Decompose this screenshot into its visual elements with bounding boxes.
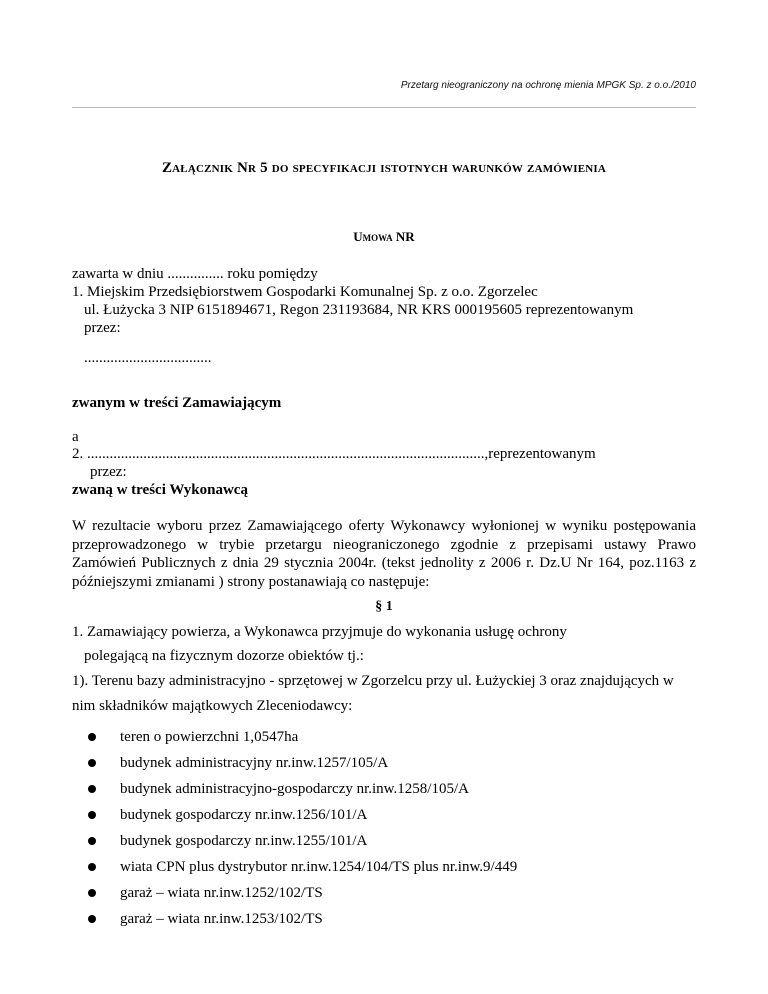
party1-name: 1. Miejskim Przedsiębiorstwem Gospodarki Komunalnej Sp. z o.o. Zgorzelec bbox=[72, 284, 538, 300]
bullet-icon bbox=[88, 733, 96, 741]
party2-represented-by: przez: bbox=[90, 464, 127, 480]
list-item: garaż – wiata nr.inw.1253/102/TS bbox=[84, 910, 517, 936]
bullet-icon bbox=[88, 863, 96, 871]
bullet-icon bbox=[88, 759, 96, 767]
subpoint1-line1: 1). Terenu bazy administracyjno - sprzętowej w Zgorzelcu przy ul. Łużyckiej 3 oraz znajdujących w bbox=[72, 673, 674, 689]
party2-line: 2. ..........................................................................................................,reprezentowanym bbox=[72, 446, 596, 462]
subpoint1-line2: nim składników majątkowych Zleceniodawcy: bbox=[72, 698, 353, 714]
bullet-icon bbox=[88, 785, 96, 793]
bullet-icon bbox=[88, 811, 96, 819]
list-item: budynek gospodarczy nr.inw.1255/101/A bbox=[84, 832, 517, 858]
party1-represented-by: przez: bbox=[84, 320, 121, 336]
party1-address: ul. Łużycka 3 NIP 6151894671, Regon 231193684, NR KRS 000195605 reprezentowanym bbox=[84, 302, 634, 318]
list-item: budynek administracyjno-gospodarczy nr.inw.1258/105/A bbox=[84, 780, 517, 806]
bullet-icon bbox=[88, 915, 96, 923]
list-item: budynek administracyjny nr.inw.1257/105/A bbox=[84, 754, 517, 780]
asset-list bbox=[84, 728, 517, 936]
bullet-icon bbox=[88, 837, 96, 845]
intro-paragraph: W rezultacie wyboru przez Zamawiającego oferty Wykonawcy wyłonionej w wyniku postępowania przeprowadzonego w trybie przetargu nieograniczonego zgodnie z przepisami ustawy Prawo Zamówień Publicznych z dnia 29 stycznia 2004r. (tekst jednolity z 2006 r. Dz.U Nr 164, poz.1163 z późniejszymi zmianami ) strony postanawiają co następuje: bbox=[72, 518, 696, 590]
bullet-icon bbox=[88, 889, 96, 897]
contractor-label: zwaną w treści Wykonawcą bbox=[72, 482, 248, 498]
list-item: wiata CPN plus dystrybutor nr.inw.1254/104/TS plus nr.inw.9/449 bbox=[84, 858, 517, 884]
list-item: budynek gospodarczy nr.inw.1256/101/A bbox=[84, 806, 517, 832]
list-item: garaż – wiata nr.inw.1252/102/TS bbox=[84, 884, 517, 910]
contract-title: Umowa NR bbox=[353, 229, 415, 244]
concluded-line: zawarta w dniu ............... roku pomiędzy bbox=[72, 266, 318, 282]
party1-representative-blank: .................................. bbox=[84, 350, 212, 366]
page-header: Przetarg nieograniczony na ochronę mienia MPGK Sp. z o.o./2010 bbox=[400, 80, 696, 91]
annex-title: Załącznik Nr 5 do specyfikacji istotnych warunków zamówienia bbox=[161, 160, 607, 176]
and-conjunction: a bbox=[72, 429, 79, 445]
point1-line1: 1. Zamawiający powierza, a Wykonawca przyjmuje do wykonania usługę ochrony bbox=[72, 624, 567, 640]
ordering-party-label: zwanym w treści Zamawiającym bbox=[72, 395, 282, 411]
header-divider bbox=[72, 107, 696, 108]
point1-line2: polegającą na fizycznym dozorze obiektów tj.: bbox=[84, 648, 364, 664]
list-item: teren o powierzchni 1,0547ha bbox=[84, 728, 517, 754]
section-symbol: § 1 bbox=[375, 599, 393, 614]
